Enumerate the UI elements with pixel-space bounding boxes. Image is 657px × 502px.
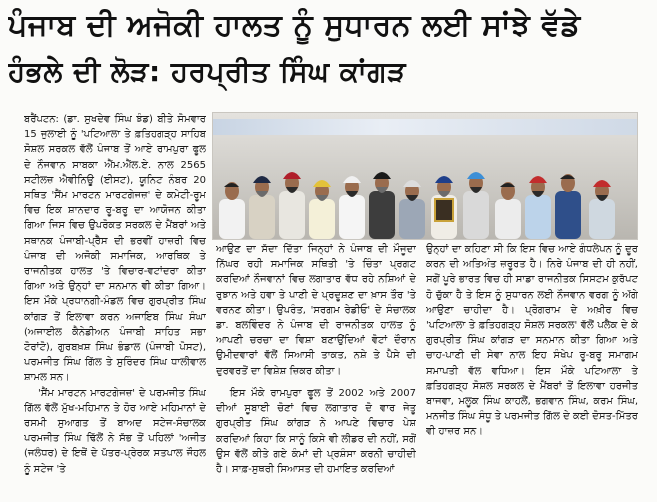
person-torso <box>339 195 365 239</box>
person-torso <box>279 191 305 239</box>
person-hair <box>560 175 575 179</box>
person-turban <box>343 176 361 183</box>
person-turban <box>529 176 547 183</box>
person-turban <box>593 180 611 187</box>
award-plaque <box>435 199 453 221</box>
person-hair <box>224 183 239 187</box>
person-torso <box>249 195 275 239</box>
headline-line-1: ਪੰਜਾਬ ਦੀ ਅਜੋਕੀ ਹਾਲਤ ਨੂੰ ਸੁਧਾਰਨ ਲਈ ਸਾਂਝੇ ਵੱਡੇ <box>8 8 581 43</box>
article-column-1 <box>24 112 206 500</box>
article-paragraph: ਇਸ ਮੌਕੇ ਰਾਮਪੁਰਾ ਫੂਲ ਤੋਂ 2002 ਅਤੇ 2007 ਦੀਆਂ ਸੂਬਾਈ ਚੋਣਾਂ ਵਿਚ ਲਗਾਤਾਰ ਦੋ ਵਾਰ ਜੇਤੂ ਗੁਰਪ੍ਰੀਤ ਸਿੰਘ ਕਾਂਗੜ ਨੇ ਆਪਣੇ ਵਿਚਾਰ ਪੇਸ਼ ਕਰਦਿਆਂ ਕਿਹਾ ਕਿ ਸਾਨੂੰ ਕਿਸੇ ਵੀ ਲੀਡਰ ਦੀ ਨਹੀਂ, ਸਗੋਂ ਉਸ ਵੱਲੋਂ ਕੀਤੇ ਗਏ ਕੰਮਾਂ ਦੀ ਪ੍ਰਸ਼ੰਸਾ ਕਰਨੀ ਚਾਹੀਦੀ ਹੈ। ਸਾਫ਼-ਸੁਥਰੀ ਸਿਆਸਤ ਦੀ ਹਮਾਇਤ ਕਰਦਿਆਂ <box>216 388 416 476</box>
person-torso <box>369 191 395 239</box>
person-turban <box>435 176 453 183</box>
event-photo <box>212 112 638 240</box>
person-torso <box>589 199 615 239</box>
person-turban <box>253 176 271 183</box>
person-torso <box>555 191 581 239</box>
person-hair <box>500 183 515 187</box>
article-column-3 <box>426 242 638 500</box>
headline-line-2: ਹੰਭਲੇ ਦੀ ਲੋੜ: ਹਰਪ੍ਰੀਤ ਸਿੰਘ ਕਾਂਗੜ <box>8 55 407 88</box>
person-torso <box>463 191 489 239</box>
article-paragraph: ਆਉਣ ਦਾ ਸੱਦਾ ਦਿੱਤਾ ਜਿਨ੍ਹਾਂ ਨੇ ਪੰਜਾਬ ਦੀ ਮੌਜੂਦਾ ਨਿੱਘਰ ਰਹੀ ਸਮਾਜਿਕ ਸਥਿਤੀ 'ਤੇ ਚਿੰਤਾ ਪ੍ਰਗਟ ਕਰਦਿਆਂ ਨੌਜਵਾਨਾਂ ਵਿਚ ਲਗਾਤਾਰ ਵੱਧ ਰਹੇ ਨਸ਼ਿਆਂ ਦੇ ਰੁਝਾਨ ਅਤੇ ਹਵਾ ਤੇ ਪਾਣੀ ਦੇ ਪ੍ਰਦੂਸ਼ਣ ਦਾ ਖ਼ਾਸ ਤੌਰ 'ਤੇ ਵਰਨਣ ਕੀਤਾ। ਉਪਰੰਤ, 'ਸਰਗਮ ਰੇਡੀਓ' ਦੇ ਸੰਚਾਲਕ ਡਾ. ਬਲਵਿੰਦਰ ਨੇ ਪੰਜਾਬ ਦੀ ਰਾਜਨੀਤਕ ਹਾਲਤ ਨੂੰ ਆਪਣੀ ਚਰਚਾ ਦਾ ਵਿਸ਼ਾ ਬਣਾਉਂਦਿਆਂ ਵੋਟਾਂ ਦੌਰਾਨ ਉਮੀਦਵਾਰਾਂ ਵੱਲੋਂ ਸਿਆਸੀ ਤਾਕਤ, ਨਸ਼ੇ ਤੇ ਪੈਸੇ ਦੀ ਦੁਰਵਰਤੋਂ ਦਾ ਵਿਸ਼ੇਸ਼ ਜ਼ਿਕਰ ਕੀਤਾ। <box>216 244 416 377</box>
article-column-2 <box>216 242 416 382</box>
person-turban <box>313 180 331 187</box>
group-photo-figures <box>213 113 637 239</box>
person-torso <box>219 199 245 239</box>
person-turban <box>283 172 301 179</box>
article-column-2-lower <box>216 386 416 500</box>
person-torso <box>525 195 551 239</box>
person-turban <box>403 180 421 187</box>
person-torso <box>399 199 425 239</box>
article-paragraph: ਉਨ੍ਹਾਂ ਦਾ ਕਹਿਣਾ ਸੀ ਕਿ ਇਸ ਵਿਚ ਆਏ ਗੰਧਲੇਪਨ ਨੂੰ ਦੂਰ ਕਰਨ ਦੀ ਅਤਿਅੰਤ ਜ਼ਰੂਰਤ ਹੈ। ਨਿਰੇ ਪੰਜਾਬ ਦੀ ਹੀ ਨਹੀਂ, ਸਗੋਂ ਪੂਰੇ ਭਾਰਤ ਵਿਚ ਹੀ ਸਾਡਾ ਰਾਜਨੀਤਕ ਸਿਸਟਮ ਕੁਰੱਪਟ ਹੋ ਚੁੱਕਾ ਹੈ ਤੇ ਇਸ ਨੂੰ ਸੁਧਾਰਨ ਲਈ ਨੌਜਵਾਨ ਵਰਗ ਨੂੰ ਅੱਗੇ ਆਉਣਾ ਚਾਹੀਦਾ ਹੈ। ਪ੍ਰੋਗਰਾਮ ਦੇ ਅਖ਼ੀਰ ਵਿਚ 'ਪਟਿਆਲਾ ਤੇ ਫ਼ਤਿਹਗੜ੍ਹ ਸੋਸ਼ਲ ਸਰਕਲ' ਵੱਲੋਂ ਪਲੈਕ ਦੇ ਕੇ ਗੁਰਪ੍ਰੀਤ ਸਿੰਘ ਕਾਂਗੜ ਦਾ ਸਨਮਾਨ ਕੀਤਾ ਗਿਆ ਅਤੇ ਚਾਹ-ਪਾਣੀ ਦੀ ਸੇਵਾ ਨਾਲ ਇਹ ਸੰਖੇਪ ਰੂ-ਬਰੂ ਸਮਾਗਮ ਸਮਾਪਤੀ ਵੱਲ ਵਧਿਆ। ਇਸ ਮੌਕੇ ਪਟਿਆਲਾ ਤੇ ਫ਼ਤਿਹਗੜ੍ਹ ਸੋਸ਼ਲ ਸਰਕਲ ਦੇ ਮੈਂਬਰਾਂ ਤੋਂ ਇਲਾਵਾ ਹਰਜੀਤ ਬਾਜਵਾ, ਮਲੂਕ ਸਿੰਘ ਕਾਹਲੋਂ, ਭਗਵਾਨ ਸਿੰਘ, ਕਰਮ ਸਿੰਘ, ਮਨਜੀਤ ਸਿੰਘ ਸੰਧੂ ਤੇ ਪਰਮਜੀਤ ਗਿੱਲ ਦੇ ਕਈ ਦੋਸਤ-ਮਿੱਤਰ ਵੀ ਹਾਜ਼ਰ ਸਨ। <box>426 244 638 438</box>
person-torso <box>495 199 521 239</box>
article-paragraph: 'ਸੈਂਮ ਮਾਰਟਨ ਮਾਰਟਗੇਜਜ਼' ਦੇ ਪਰਮਜੀਤ ਸਿੰਘ ਗਿੱਲ ਵੱਲੋਂ ਮੁੱਖ-ਮਹਿਮਾਨ ਤੇ ਹੋਰ ਆਏ ਮਹਿਮਾਨਾਂ ਦੇ ਰਸਮੀ ਸੁਆਗਤ ਤੋਂ ਬਾਅਦ ਸਟੇਜ-ਸੰਚਾਲਕ ਪਰਮਜੀਤ ਸਿੰਘ ਢਿੱਲੋਂ ਨੇ ਸੱਭ ਤੋਂ ਪਹਿਲਾਂ 'ਅਜੀਤ (ਜਲੰਧਰ) ਦੇ ਇਥੋਂ ਦੇ ਪੱਤਰ-ਪ੍ਰੇਰਕ ਸਤਪਾਲ ਜੌਹਲ ਨੂੰ ਸਟੇਜ 'ਤੇ <box>24 387 206 475</box>
person-torso <box>309 199 335 239</box>
article-paragraph: ਬਰੈਂਪਟਨ: (ਡਾ. ਸੁਖਦੇਵ ਸਿੰਘ ਝੰਡ) ਬੀਤੇ ਸੋਮਵਾਰ 15 ਜੁਲਾਈ ਨੂੰ 'ਪਟਿਆਲਾ ਤੇ ਫ਼ਤਿਹਗੜ੍ਹ ਸਾਹਿਬ ਸੋਸ਼ਲ ਸਰਕਲ ਵੱਲੋਂ ਪੰਜਾਬ ਤੋਂ ਆਏ ਰਾਮਪੁਰਾ ਫੂਲ ਦੇ ਨੌਜਵਾਨ ਸਾਬਕਾ ਐੱਮ.ਐੱਲ.ਏ. ਨਾਲ 2565 ਸਟੀਲਜ਼ ਐਵੀਨਿਊ (ਈਸਟ), ਯੂਨਿਟ ਨੰਬਰ 20 ਸਥਿਤ 'ਸੈਂਮ ਮਾਰਟਨ ਮਾਰਟਗੇਜਜ਼' ਦੇ ਕਮੇਟੀ-ਰੂਮ ਵਿਚ ਇਕ ਸ਼ਾਨਦਾਰ ਰੂ-ਬਰੂ ਦਾ ਆਯੋਜਨ ਕੀਤਾ ਗਿਆ ਜਿਸ ਵਿਚ ਉਪਰੋਕਤ ਸਰਕਲ ਦੇ ਮੈਂਬਰਾਂ ਅਤੇ ਸਥਾਨਕ ਪੰਜਾਬੀ-ਪ੍ਰੈੱਸ ਦੀ ਭਰਵੀਂ ਹਾਜ਼ਰੀ ਵਿਚ ਪੰਜਾਬ ਦੀ ਅਜੋਕੀ ਸਮਾਜਿਕ, ਆਰਥਿਕ ਤੇ ਰਾਜਨੀਤਕ ਹਾਲਤ 'ਤੇ ਵਿਚਾਰ-ਵਟਾਂਦਰਾ ਕੀਤਾ ਗਿਆ ਅਤੇ ਉਨ੍ਹਾਂ ਦਾ ਸਨਮਾਨ ਵੀ ਕੀਤਾ ਗਿਆ। ਇਸ ਮੌਕੇ ਪ੍ਰਧਾਨਗੀ-ਮੰਡਲ ਵਿਚ ਗੁਰਪ੍ਰੀਤ ਸਿੰਘ ਕਾਂਗੜ ਤੋਂ ਇਲਾਵਾ ਕਰਨ ਅਜਾਇਬ ਸਿੰਘ ਸੰਘਾ (ਅਜਾਈਲ ਕੈਨੇਡੀਅਨ ਪੰਜਾਬੀ ਸਾਹਿਤ ਸਭਾ ਟੋਰਾਂਟੋ), ਗੁਰਬਖ਼ਸ਼ ਸਿੰਘ ਭੰਡਾਲ (ਪੰਜਾਬੀ ਪੋਸਟ), ਪਰਮਜੀਤ ਸਿੰਘ ਗਿੱਲ ਤੇ ਸੁਰਿੰਦਰ ਸਿੰਘ ਧਾਲੀਵਾਲ ਸ਼ਾਮਲ ਸਨ। <box>24 114 206 384</box>
person-turban <box>373 172 391 179</box>
person-turban <box>467 172 485 179</box>
